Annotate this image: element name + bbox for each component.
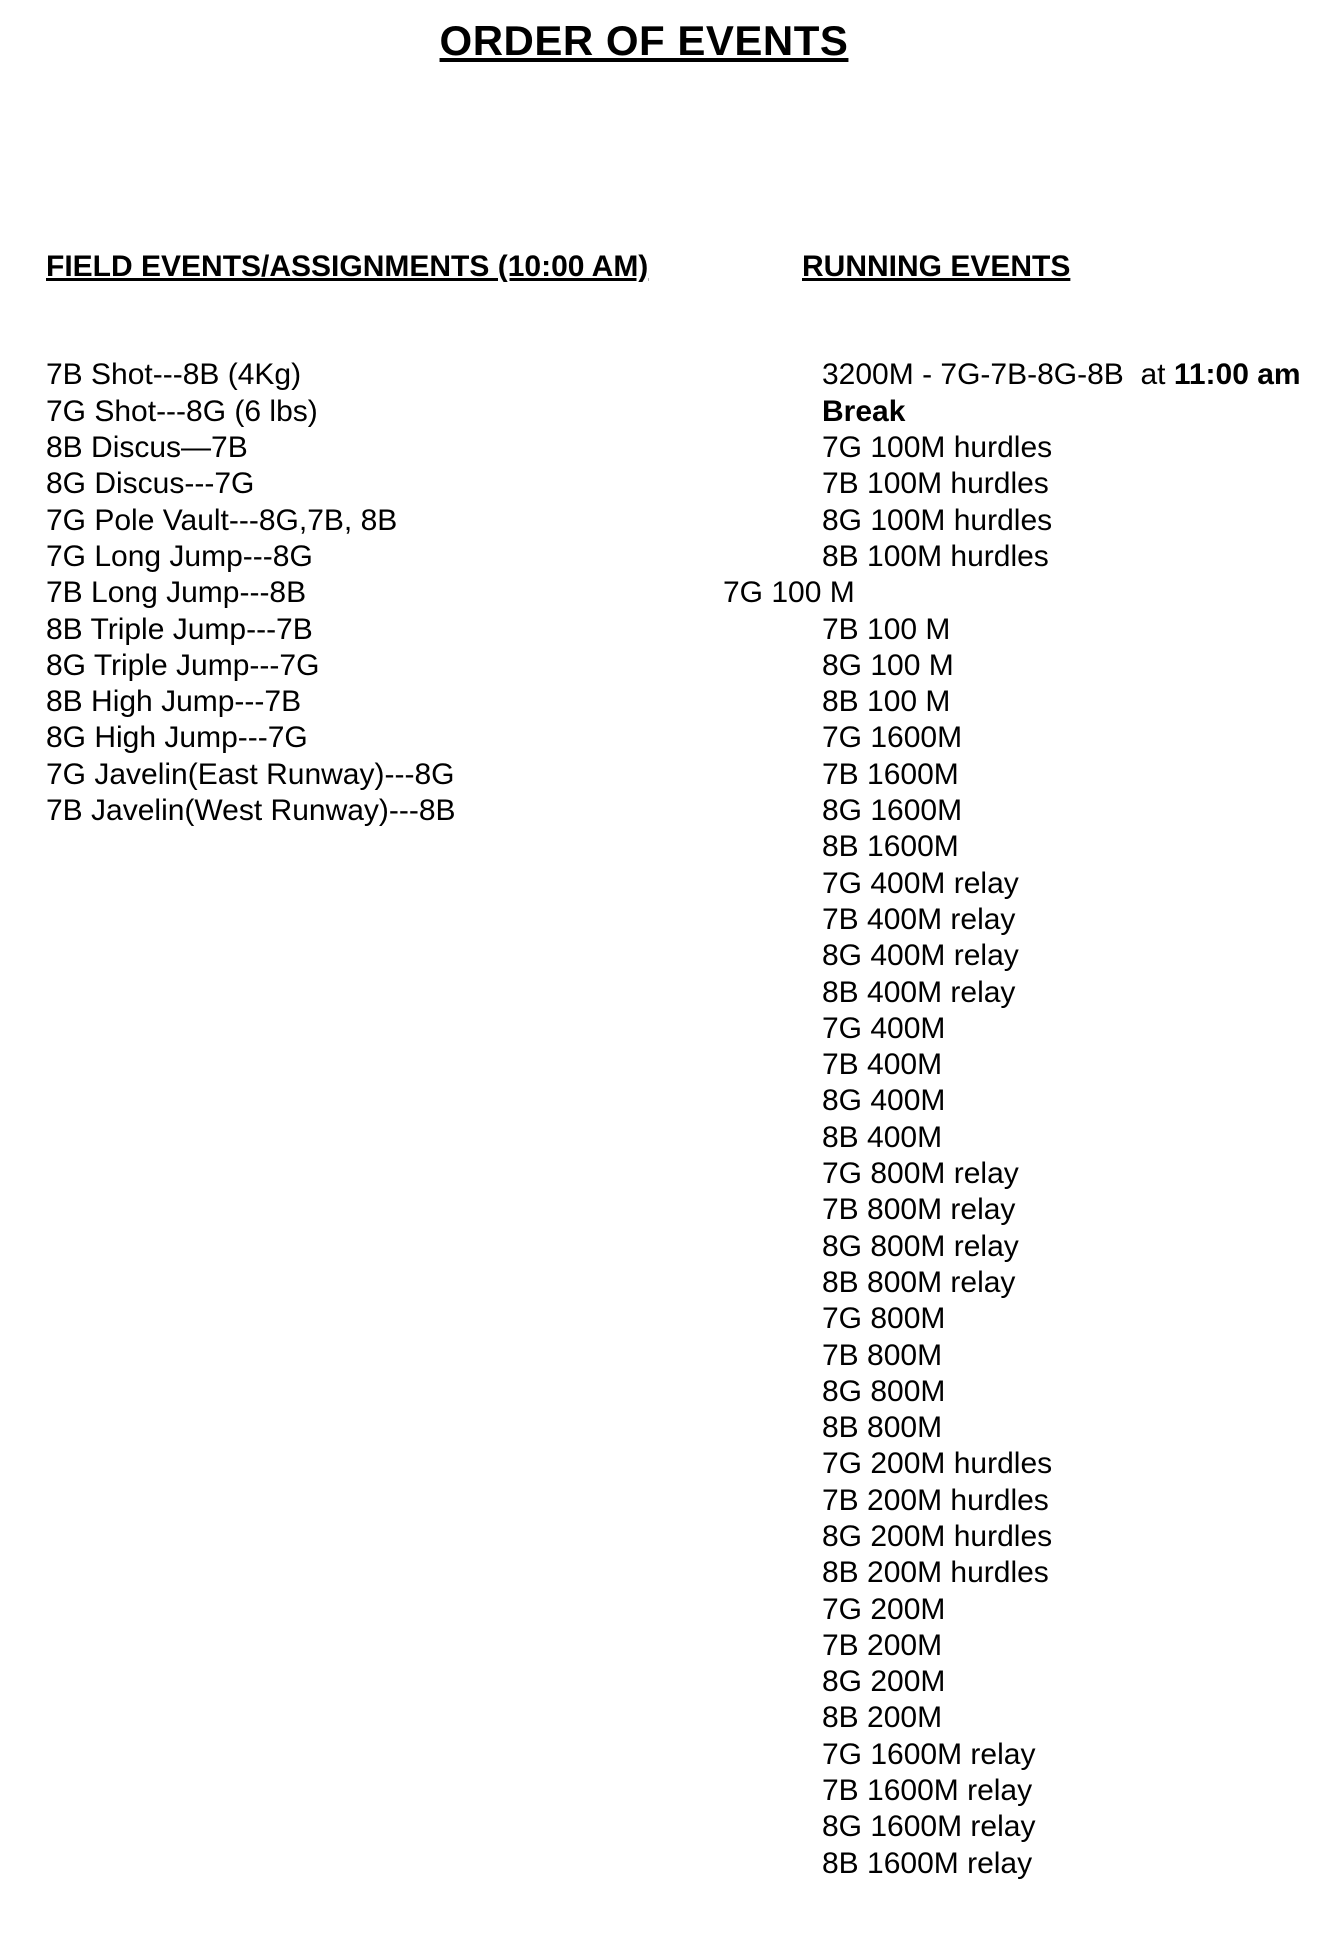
running-event-item: 7B 400M <box>822 1048 943 1082</box>
field-event-item: 8B Discus—7B <box>46 431 248 465</box>
running-event-item: 3200M - 7G-7B-8G-8B at 11:00 am <box>822 358 1301 392</box>
field-event-item: 7G Pole Vault---8G,7B, 8B <box>46 503 398 537</box>
running-event-item: 7G 800M <box>822 1302 946 1336</box>
running-event-item: 7G 200M hurdles <box>822 1447 1053 1481</box>
running-event-item: 7B 200M <box>822 1628 943 1662</box>
field-event-item: 8G Discus---7G <box>46 467 255 501</box>
running-event-item: 7G 400M <box>822 1011 946 1045</box>
running-event-item: 8G 200M hurdles <box>822 1519 1053 1553</box>
field-event-item: 8B Triple Jump---7B <box>46 612 313 646</box>
field-event-item: 8G High Jump---7G <box>46 721 308 755</box>
running-event-item: 7G 800M relay <box>822 1157 1019 1191</box>
running-event-item: 8G 1600M relay <box>822 1810 1036 1844</box>
running-event-item: 8G 200M <box>822 1665 946 1699</box>
running-event-item: 7B 200M hurdles <box>822 1483 1049 1517</box>
running-event-item: 7G 1600M relay <box>822 1737 1036 1771</box>
running-event-item: 7B 1600M relay <box>822 1774 1033 1808</box>
running-event-item: 7B 400M relay <box>822 902 1016 936</box>
running-event-item: 8B 800M relay <box>822 1265 1016 1299</box>
running-event-item: 8B 100M hurdles <box>822 539 1049 573</box>
running-event-item: 8G 800M relay <box>822 1229 1019 1263</box>
running-event-item: 8G 100M hurdles <box>822 503 1053 537</box>
running-event-item: 8G 1600M <box>822 794 963 828</box>
running-event-item: 8B 400M relay <box>822 975 1016 1009</box>
field-event-item: 7G Long Jump---8G <box>46 539 313 573</box>
field-events-column <box>46 176 648 902</box>
running-event-item: Break <box>822 394 906 428</box>
running-event-item: 7G 1600M <box>822 721 963 755</box>
running-event-item: 7B 100 M <box>822 612 951 646</box>
running-event-item: 8B 1600M <box>822 830 959 864</box>
running-event-item: 7B 800M relay <box>822 1193 1016 1227</box>
running-event-item: 8B 200M <box>822 1701 943 1735</box>
page-title: ORDER OF EVENTS <box>439 17 849 64</box>
running-event-item: 8G 800M <box>822 1374 946 1408</box>
running-event-item: 7B 1600M <box>822 757 959 791</box>
running-event-item: 7G 100M hurdles <box>822 431 1053 465</box>
field-event-item: 8G Triple Jump---7G <box>46 648 320 682</box>
running-events-list <box>723 357 1301 1881</box>
running-event-item: 8B 1600M relay <box>822 1846 1033 1880</box>
field-event-item: 7B Javelin(West Runway)---8B <box>46 794 456 828</box>
running-event-item: 8G 400M relay <box>822 939 1019 973</box>
running-event-item: 8B 400M <box>822 1120 943 1154</box>
field-event-item: 7B Long Jump---8B <box>46 576 307 610</box>
running-event-item: 7G 200M <box>822 1592 946 1626</box>
running-event-item: 7B 100M hurdles <box>822 467 1049 501</box>
field-events-list <box>46 357 648 829</box>
running-event-item: 7G 100 M <box>723 576 855 610</box>
running-events-header: RUNNING EVENTS <box>802 249 1071 283</box>
running-event-item: 8B 100 M <box>822 685 951 719</box>
running-event-item: 7G 400M relay <box>822 866 1019 900</box>
running-event-item: 8B 800M <box>822 1411 943 1445</box>
field-events-header: FIELD EVENTS/ASSIGNMENTS (10:00 AM) <box>46 249 649 283</box>
field-event-item: 7B Shot---8B (4Kg) <box>46 358 302 392</box>
field-event-item: 7G Shot---8G (6 lbs) <box>46 394 318 428</box>
running-event-item: 8G 400M <box>822 1084 946 1118</box>
running-event-item: 8G 100 M <box>822 648 954 682</box>
running-event-item: 8B 200M hurdles <box>822 1556 1049 1590</box>
field-event-item: 8B High Jump---7B <box>46 685 302 719</box>
running-event-item: 7B 800M <box>822 1338 943 1372</box>
field-event-item: 7G Javelin(East Runway)---8G <box>46 757 455 791</box>
running-events-column <box>723 176 1301 1955</box>
